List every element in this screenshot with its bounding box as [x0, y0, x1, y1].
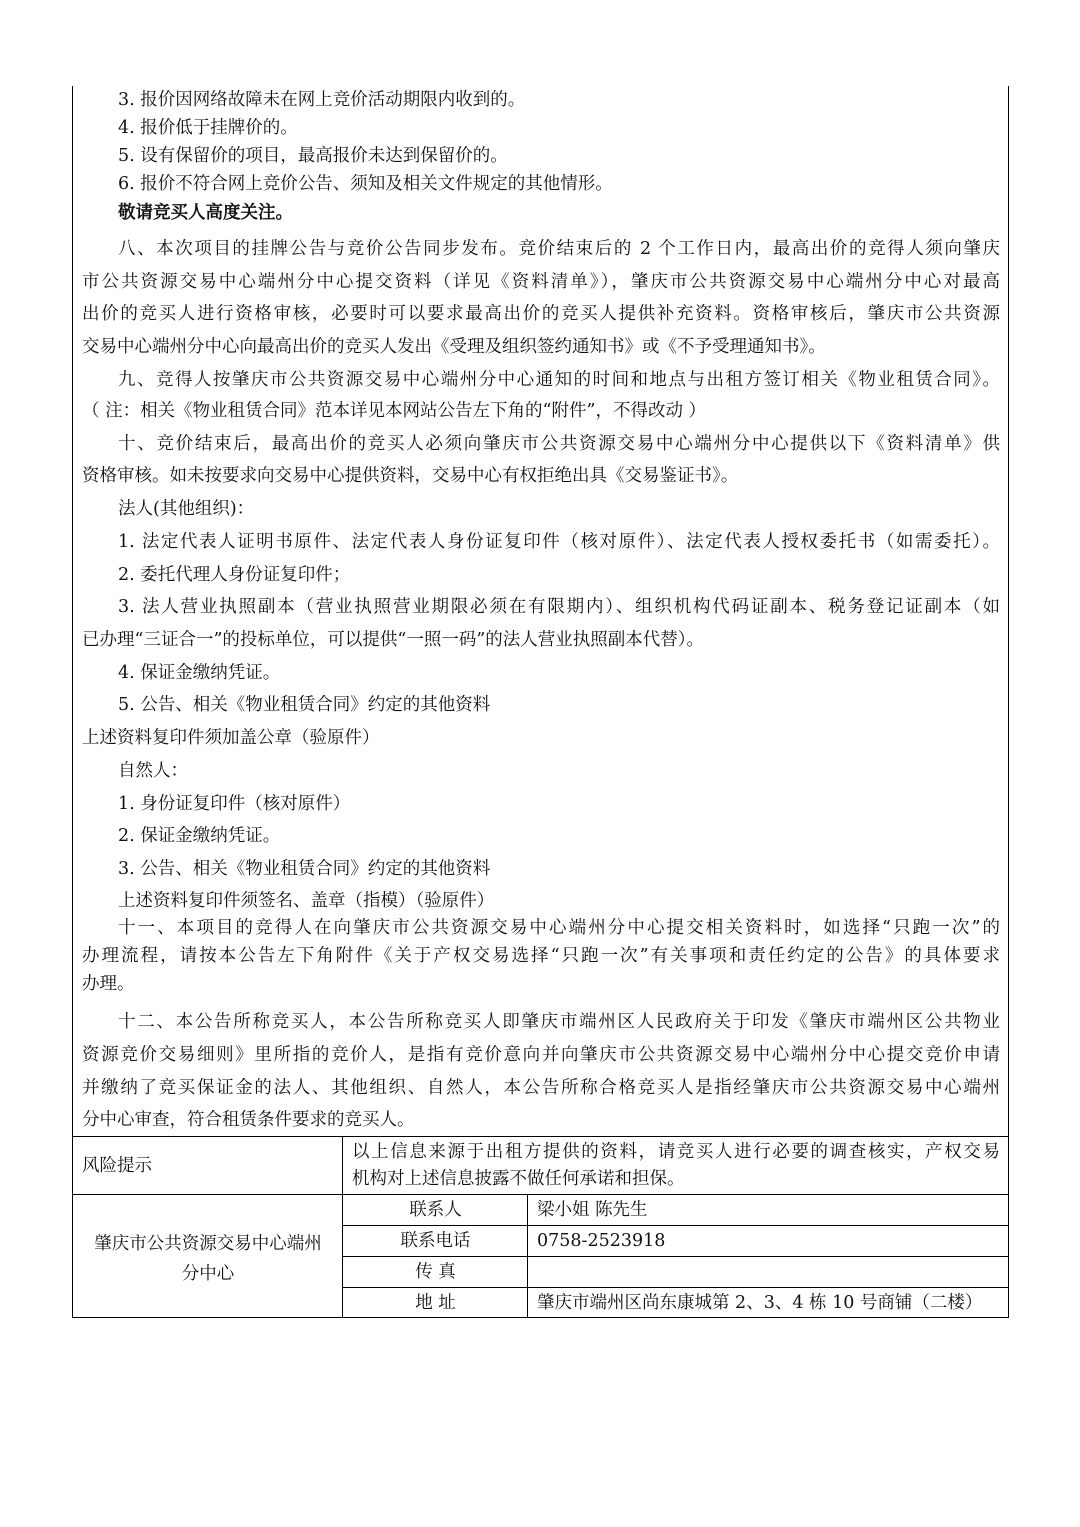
paragraph-8-line: 交易中心端州分中心向最高出价的竞买人发出《受理及组织签约通知书》或《不予受理通知书》。	[82, 337, 826, 357]
table-rule	[342, 1256, 1009, 1257]
text-line: 4. 报价低于挂牌价的。	[118, 118, 298, 138]
paragraph-8-line: 八、本次项目的挂牌公告与竞价公告同步发布。竞价结束后的 2 个工作日内，最高出价的竞得人须向肇庆	[118, 239, 1000, 259]
paragraph-12-line: 资源竞价交易细则》里所指的竞价人，是指有竞价意向并向肇庆市公共资源交易中心端州分中心提交竞价申请	[82, 1045, 1000, 1065]
natural-person-item: 1. 身份证复印件（核对原件）	[118, 794, 351, 814]
legal-person-item: 3. 法人营业执照副本（营业执照营业期限必须在有限期内）、组织机构代码证副本、税务登记证副本（如	[118, 597, 1000, 617]
table-rule	[342, 1225, 1009, 1226]
text-line: 3. 报价因网络故障未在网上竞价活动期限内收到的。	[118, 90, 526, 110]
legal-person-note: 上述资料复印件须加盖公章（验原件）	[82, 728, 380, 748]
paragraph-10-line: 十、竞价结束后，最高出价的竞买人必须向肇庆市公共资源交易中心端州分中心提供以下《资料清单》供	[118, 434, 1000, 454]
legal-person-item: 4. 保证金缴纳凭证。	[118, 663, 281, 683]
notice-emphasis: 敬请竞买人高度关注。	[118, 203, 293, 223]
table-rule	[342, 1287, 1009, 1288]
contact-label: 联系人	[409, 1200, 462, 1220]
text-line: 6. 报价不符合网上竞价公告、须知及相关文件规定的其他情形。	[118, 174, 613, 194]
paragraph-9-note: （ 注：相关《物业租赁合同》范本详见本网站公告左下角的“附件”，不得改动 ）	[82, 401, 707, 421]
paragraph-11-line: 十一、本项目的竞得人在向肇庆市公共资源交易中心端州分中心提交相关资料时，如选择“只跑一次”的	[118, 918, 1000, 938]
legal-person-item: 已办理“三证合一”的投标单位，可以提供“一照一码”的法人营业执照副本代替）。	[82, 630, 705, 650]
legal-person-item: 2. 委托代理人身份证复印件；	[118, 565, 351, 585]
natural-person-item: 3. 公告、相关《物业租赁合同》约定的其他资料	[118, 859, 491, 879]
contact-person-value: 梁小姐 陈先生	[537, 1200, 648, 1220]
text-line: 5. 设有保留价的项目，最高报价未达到保留价的。	[118, 146, 508, 166]
paragraph-11-line: 办理流程，请按本公告左下角附件《关于产权交易选择“只跑一次”有关事项和责任约定的公告》的具体要求	[82, 946, 1000, 966]
table-divider	[527, 1194, 528, 1318]
fax-label: 传 真	[415, 1262, 456, 1282]
paragraph-12-line: 并缴纳了竞买保证金的法人、其他组织、自然人，本公告所称合格竞买人是指经肇庆市公共资源交易中心端州	[82, 1078, 1000, 1098]
table-rule	[72, 1194, 1009, 1195]
paragraph-11-line: 办理。	[82, 974, 135, 994]
legal-person-item: 5. 公告、相关《物业租赁合同》约定的其他资料	[118, 695, 491, 715]
risk-text-line: 以上信息来源于出租方提供的资料，请竞买人进行必要的调查核实，产权交易	[352, 1142, 1000, 1162]
paragraph-8-line: 出价的竞买人进行资格审核，必要时可以要求最高出价的竞买人提供补充资料。资格审核后，肇庆市公共资源	[82, 304, 1000, 324]
risk-label: 风险提示	[82, 1156, 152, 1176]
paragraph-10-line: 资格审核。如未按要求向交易中心提供资料，交易中心有权拒绝出具《交易鉴证书》。	[82, 466, 739, 486]
paragraph-12-line: 分中心审查，符合租赁条件要求的竞买人。	[82, 1110, 415, 1130]
address-value: 肇庆市端州区尚东康城第 2、3、4 栋 10 号商铺（二楼）	[537, 1293, 983, 1313]
table-rule	[72, 1136, 1009, 1137]
contact-org-name: 分中心	[181, 1264, 235, 1284]
table-divider	[342, 1136, 343, 1318]
paragraph-9-line: 九、竞得人按肇庆市公共资源交易中心端州分中心通知的时间和地点与出租方签订相关《物业租赁合同》。	[118, 370, 1000, 390]
legal-person-item: 1. 法定代表人证明书原件、法定代表人身份证复印件（核对原件）、法定代表人授权委托书（如需委托）。	[118, 532, 1000, 552]
paragraph-8-line: 市公共资源交易中心端州分中心提交资料（详见《资料清单》），肇庆市公共资源交易中心端州分中心对最高	[82, 272, 1000, 292]
phone-label: 联系电话	[400, 1231, 471, 1251]
natural-person-item: 2. 保证金缴纳凭证。	[118, 826, 281, 846]
legal-person-heading: 法人(其他组织)：	[118, 499, 255, 519]
phone-value: 0758-2523918	[537, 1231, 666, 1251]
paragraph-12-line: 十二、本公告所称竞买人，本公告所称竞买人即肇庆市端州区人民政府关于印发《肇庆市端州区公共物业	[118, 1012, 1000, 1032]
natural-person-heading: 自然人：	[118, 761, 188, 781]
address-label: 地 址	[415, 1293, 456, 1313]
contact-org-name: 肇庆市公共资源交易中心端州	[94, 1234, 322, 1254]
natural-person-note: 上述资料复印件须签名、盖章（指模）（验原件）	[118, 891, 495, 911]
risk-text-line: 机构对上述信息披露不做任何承诺和担保。	[352, 1169, 685, 1189]
